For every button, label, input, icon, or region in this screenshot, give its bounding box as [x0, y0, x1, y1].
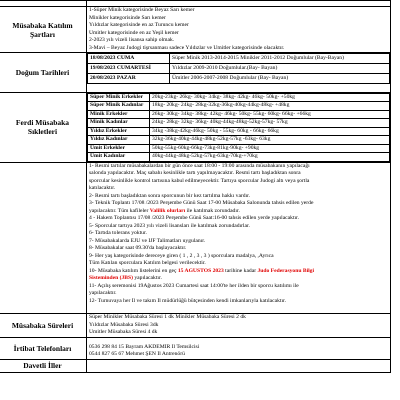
rule-text: tarihine kadar [223, 267, 258, 274]
duration-line: Ümitler Müsabaka Süresi 4 dk [89, 329, 158, 335]
weight-values: 34kg -38kg-42kg-46kg- 50kg - 55kg- 60kg - 66kg- 66kg [150, 127, 390, 136]
birth-dates-content [87, 53, 391, 93]
contacts-label: İrtibat Telefonları [0, 337, 87, 359]
weight-class-row [88, 110, 390, 119]
invited-label: Davetli İller [0, 359, 87, 372]
weight-class-row [88, 144, 390, 153]
rule-line [89, 275, 388, 283]
rule-line: 2- Resmi tartı başladıktan sonra sporcunun bir kez tartılma hakkı vardır. [89, 192, 251, 199]
contacts-row [0, 337, 391, 359]
weight-values: 40kg-44kg-48kg-52kg-57kg-63kg-70kg-+70kg [150, 153, 390, 162]
contacts-content [87, 337, 391, 359]
birth-date-row [88, 54, 390, 64]
birth-dates-row [0, 53, 391, 93]
rules-row [0, 162, 391, 314]
rule-line: sporcular kesinlikle kontrol tartısına kabul edilmeyecektir. Tartıya sporcular Judogi altı veya şortla [89, 177, 310, 184]
weight-values: 26kg- 30kg- 34kg- 38kg- 42kg- 46kg- 50kg- 55kg- 60kg- 66kg- +66kg [150, 110, 390, 119]
weights-row [0, 92, 391, 162]
weight-class-row [88, 102, 390, 111]
rule-line: katılacaktır. [89, 185, 116, 191]
participation-line: Yıldızlar kategorisinde en az Turuncu kemer [89, 22, 189, 28]
duration-line: Süper Minikler Müsabaka Süresi 1 dk Minikler Müsabaka Süresi 2 dk [89, 314, 246, 320]
rule-line: Tüm Katılan sporculara Katılım belgesi verilecektir. [89, 260, 206, 266]
participation-label: Müsabaka Katılım Şartları [0, 7, 87, 53]
weight-category: Minik Erkekler [88, 110, 150, 119]
rule-text: yapılacaktır. [132, 275, 162, 281]
rule-line: yapılacaktır. [89, 290, 117, 296]
participation-line: 3-Mavi – Beyaz Judogi tişrsanması sadece Yıldızlar ve Ümitler kategorisinde olacaktır. [89, 44, 285, 51]
invited-content [87, 359, 391, 372]
birth-date-row [88, 64, 390, 74]
birth-date-day: 18/08/2023 CUMA [88, 54, 170, 64]
weight-category: Ümit Erkekler [88, 144, 150, 153]
weight-values: 50kg-55kg-60kg-66kg-73kg-81kg-90kg- +90kg [150, 144, 390, 153]
rule-text: 10- Müsabaka katılım listelerini en geç [89, 267, 178, 274]
weight-category: Minik Kadınlar [88, 119, 150, 128]
participation-line: 2-2023 yılı vizeli lisansa sahip olmak. [89, 37, 175, 43]
weight-category: Süper Minik Kadınlar [88, 102, 150, 111]
rule-line: 8- Müsabakalar saat 09.30'da başlayacaktır. [89, 245, 187, 251]
rule-line: 7- Müsabakalarda EJU ve IJF Talimatları uygulanır. [89, 237, 206, 244]
weight-category: Yıldız Kadınlar [88, 136, 150, 145]
weight-class-row [88, 127, 390, 136]
birth-dates-label: Doğum Tarihleri [0, 53, 87, 93]
invited-row [0, 359, 391, 372]
durations-label: Müsabaka Süreleri [0, 314, 87, 338]
rule-line: 11- Açılış seremonisi 19Ağustos 2023 Cumartesi saat 14:00'te her ilden bir sporcu katılımı ile [89, 282, 299, 289]
rule-line: 6- Tartıda tolerans yoktur. [89, 230, 147, 236]
weight-values: 32kg-36kg-40kg-44kg-48kg-52kg-57kg -63kg- 63kg [150, 136, 390, 145]
rule-line [89, 208, 388, 216]
birth-date-desc: Yıldızlar 2009-2010 Doğumlular.(Bay- Bayan) [170, 64, 390, 74]
durations-row [0, 314, 391, 338]
birth-date-desc: Süper Minik 2013-2014-2015 Minikler 2011-2012 Doğumlular (Bay-Bayan) [170, 54, 390, 64]
rule-highlight: 15 AĞUSTOS 2023 [177, 267, 224, 274]
weights-content [87, 92, 391, 162]
weights-table [87, 93, 390, 162]
contact-line: 0544 827 65 67 Mehmet ŞEN İl Antrenörü [89, 351, 185, 357]
birth-date-row [88, 74, 390, 84]
rule-highlight: Sisteminden (JBS) [89, 275, 133, 281]
participation-line: Ümitler kategorisinde en az Yeşil kemer [89, 29, 179, 36]
weight-values: 20kg-23kg- 26kg- 30kg- 34kg- 38kg- 42kg- 46kg- 50kg- +50kg [150, 93, 390, 102]
weight-values: 24kg- 28kg- 32kg- 36kg- 40kg-44kg-48kg-52kg-57kg- 57kg [150, 119, 390, 128]
rules-content [87, 162, 391, 314]
rule-line: 9- Her yaş kategorisinde dereceye giren ( 1 , 2 , 3 , 3 ) sporculara madalya, ,Ayrıca [89, 252, 274, 259]
rules-label-cell [0, 162, 87, 314]
birth-date-day: 20/08/2023 PAZAR [88, 74, 170, 84]
rule-text: yapılacaktır. Tüm kafileler [89, 207, 150, 214]
participation-row [0, 7, 391, 53]
weight-class-row [88, 93, 390, 102]
rule-line: salonda yapılacaktır. Maç sabahı kesinlikle tartı yapılmayacaktır. Resmi tartı başladıktan sonra [89, 170, 301, 176]
weight-category: Ümit Kadınlar [88, 153, 150, 162]
rule-highlight: Valilik olurları [149, 207, 186, 214]
weight-category: Yıldız Erkekler [88, 127, 150, 136]
rule-line [89, 268, 388, 276]
weight-values: 18kg- 20kg- 24kg- 28kg-32kg-36kg-40kg-44kg-48kg- +48kg [150, 102, 390, 111]
birth-date-desc: Ümitler 2006-2007-2008 Doğumlular (Bay- Bayan) [170, 74, 390, 84]
rule-line: 12- Turnuvaya her İl ve takım İl müdürlüğü bütçesinden kendi imkanlarıyla katılacaktır. [89, 297, 286, 304]
rule-highlight: Judo Federasyonu Bilgi [257, 267, 315, 274]
durations-content [87, 314, 391, 338]
birth-date-day: 19/08/2023 CUMARTESİ [88, 64, 170, 74]
weight-class-row [88, 119, 390, 128]
rule-line: 3- Teknik Toplantı 17/08 /2023 Perşembe Günü Saat 17-00 Müsabaka Salonunda tahsis edilen yerde [89, 200, 314, 206]
weight-category: Süper Minik Erkekler [88, 93, 150, 102]
rule-text: ile katılmak zorundadır. [185, 207, 240, 214]
rule-line: 5- Sporcular tartıya 2023 yılı vizeli lisansları ile katılmak zorundadırlar. [89, 222, 250, 229]
contact-line: 0536 298 84 15 Bayram AKDEMİR İl Temsilcisi [89, 343, 200, 350]
rule-line: 1- Resmi tartılar müsabakalardan bir gün önce saat 18:00 - 19:00 arasında müsabakanın yapılacağı [89, 162, 310, 169]
duration-line: Yıldızlar Müsabaka Süresi 3dk [89, 321, 159, 328]
weights-label: Ferdi Müsabaka Sıkletleri [0, 92, 87, 162]
weight-class-row [88, 136, 390, 145]
rule-line: 4 - Hakem Toplantısı 17/08 /2023 Perşembe Günü Saat:16-00 tahsis edilen yerde yapılacaktır. [89, 215, 300, 221]
participation-line: 1-Süper Minik kategorisinde Beyaz Sarı kemer [89, 7, 195, 13]
weight-class-row [88, 153, 390, 162]
participation-content [87, 7, 391, 53]
birth-dates-table [87, 53, 390, 92]
participation-line: Minikler kategorisinde Sarı kemer [89, 14, 166, 21]
